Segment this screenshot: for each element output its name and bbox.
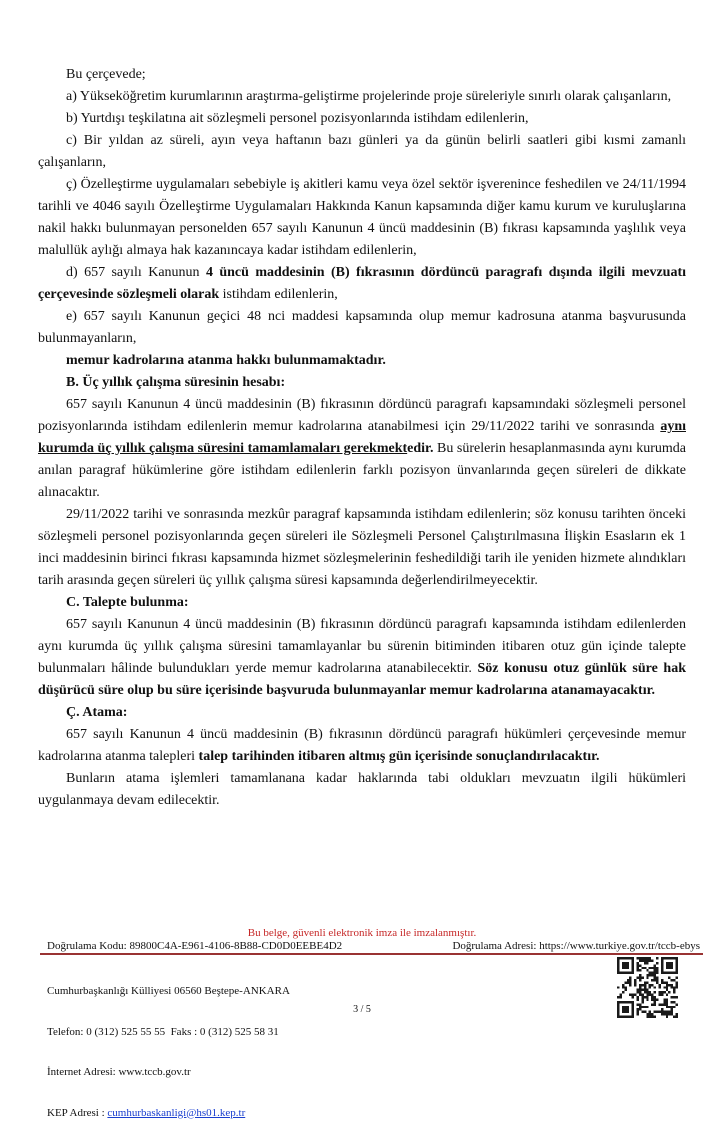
verification-code: Doğrulama Kodu: 89800C4A-E961-4106-8B88-CD0D0EEBE4D2: [47, 940, 343, 952]
signature-notice: Bu belge, güvenli elektronik imza ile imzalanmıştır.: [247, 927, 477, 939]
paragraph: B. Üç yıllık çalışma süresinin hesabı:: [66, 375, 286, 390]
paragraph: e) 657 sayılı Kanunun geçici 48 nci maddesi kapsamında olup memur kadrosuna atanma başvurusunda bulunmayanların,: [38, 309, 686, 346]
verification-address: Doğrulama Adresi: https://www.turkiye.gov.tr/tccb-ebys: [452, 940, 700, 952]
paragraph: d) 657 sayılı Kanunun 4 üncü maddesinin (B) fıkrasının dördüncü paragrafı dışında ilgili mevzuatı çerçevesinde sözleşmeli olarak istihdam edilenlerin,: [38, 265, 686, 302]
paragraph: Bu çerçevede;: [66, 67, 146, 82]
paragraph: C. Talepte bulunma:: [66, 595, 189, 610]
paragraph: c) Bir yıldan az süreli, ayın veya haftanın bazı günleri ya da günün belirli saatleri gibi kısmi zamanlı çalışanların,: [38, 133, 686, 170]
paragraph: 657 sayılı Kanunun 4 üncü maddesinin (B) fıkrasının dördüncü paragrafı kapsamında istihdam edilenlerden aynı kurumda üç yıllık çalışma süresini tamamlayanlar bu sürenin bitiminden itibaren otuz gün içinde talepte bulunmaları hâlinde bulundukları yerde memur kadrolarına atanabilecektir. Söz konusu otuz günlük süre hak düşürücü süre olup bu süre içerisinde başvuruda bulunmayanlar memur kadrolarına atanamayacaktır.: [38, 617, 686, 698]
kep-line: [47, 1107, 290, 1121]
paragraph: ç) Özelleştirme uygulamaları sebebiyle iş akitleri kamu veya özel sektör işverenince feshedilen ve 24/11/1994 tarihli ve 4046 sayılı Özelleştirme Uygulamaları Hakkında Kanun kapsamında diğer kamu kurum ve kuruluşlarına nakil hakkı bulunmayan personelden 657 sayılı Kanunun 4 üncü maddesinin (B) fıkrası kapsamında yaşlılık veya malullük aylığı almaya hak kazanıncaya kadar istihdam edilenlerin,: [38, 177, 686, 258]
contact-block: [47, 958, 290, 1147]
paragraph: memur kadrolarına atanma hakkı bulunmamaktadır.: [66, 353, 386, 368]
paragraph: Bunların atama işlemleri tamamlanana kadar haklarında tabi oldukları mevzuatın ilgili hükümleri uygulanmaya devam edilecektir.: [38, 771, 686, 808]
paragraph: Ç. Atama:: [66, 705, 128, 720]
address-line: Cumhurbaşkanlığı Külliyesi 06560 Beştepe-ANKARA: [47, 985, 290, 997]
document-body: [38, 64, 686, 812]
page-footer: [0, 925, 724, 1119]
verification-row: [0, 940, 724, 952]
kep-label: KEP Adresi :: [47, 1106, 108, 1119]
internet-line: İnternet Adresi: www.tccb.gov.tr: [47, 1066, 191, 1078]
paragraph: b) Yurtdışı teşkilatına ait sözleşmeli personel pozisyonlarında istihdam edilenlerin,: [66, 111, 529, 126]
footer-divider: [40, 953, 703, 955]
kep-address-link[interactable]: cumhurbaskanligi@hs01.kep.tr: [107, 1106, 246, 1119]
paragraph: 657 sayılı Kanunun 4 üncü maddesinin (B) fıkrasının dördüncü paragrafı kapsamındaki sözleşmeli personel pozisyonlarında istihdam edilenlerin memur kadrolarına atanabilmesi için 29/11/2022 tarihi ve sonrasında aynı kurumda üç yıllık çalışma süresini tamamlamaları gerekmektedir. Bu sürelerin hesaplanmasında aynı kurumda anılan paragraf hükümlerine göre istihdam edilenlerin farklı pozisyon ünvanlarında geçen süreleri de dikkate alınacaktır.: [38, 397, 686, 500]
phone-line: Telefon: 0 (312) 525 55 55 Faks : 0 (312) 525 58 31: [47, 1025, 279, 1038]
paragraph: 657 sayılı Kanunun 4 üncü maddesinin (B) fıkrasının dördüncü paragrafı hükümleri çerçevesinde memur kadrolarına atanma talepleri talep tarihinden itibaren altmış gün içerisinde sonuçlandırılacaktır.: [38, 727, 686, 764]
paragraph: 29/11/2022 tarihi ve sonrasında mezkûr paragraf kapsamında istihdam edilenlerin; söz konusu tarihten önceki sözleşmeli personel pozisyonlarında geçen süreleri ile Sözleşmeli Personel Çalıştırılmasına İlişkin Esasların ek 1 inci maddesinin birinci fıkrası kapsamında hizmet sözleşmelerinin feshedildiği tarih ile yeniden hizmete alındıkları tarih arasında geçen süreleri üç yıllık çalışma süresi kapsamında değerlendirilmeyecektir.: [38, 507, 686, 588]
paragraph: a) Yükseköğretim kurumlarının araştırma-geliştirme projelerinde proje süreleriyle sınırlı olarak çalışanların,: [66, 89, 672, 104]
page-number: 3 / 5: [353, 1004, 371, 1015]
